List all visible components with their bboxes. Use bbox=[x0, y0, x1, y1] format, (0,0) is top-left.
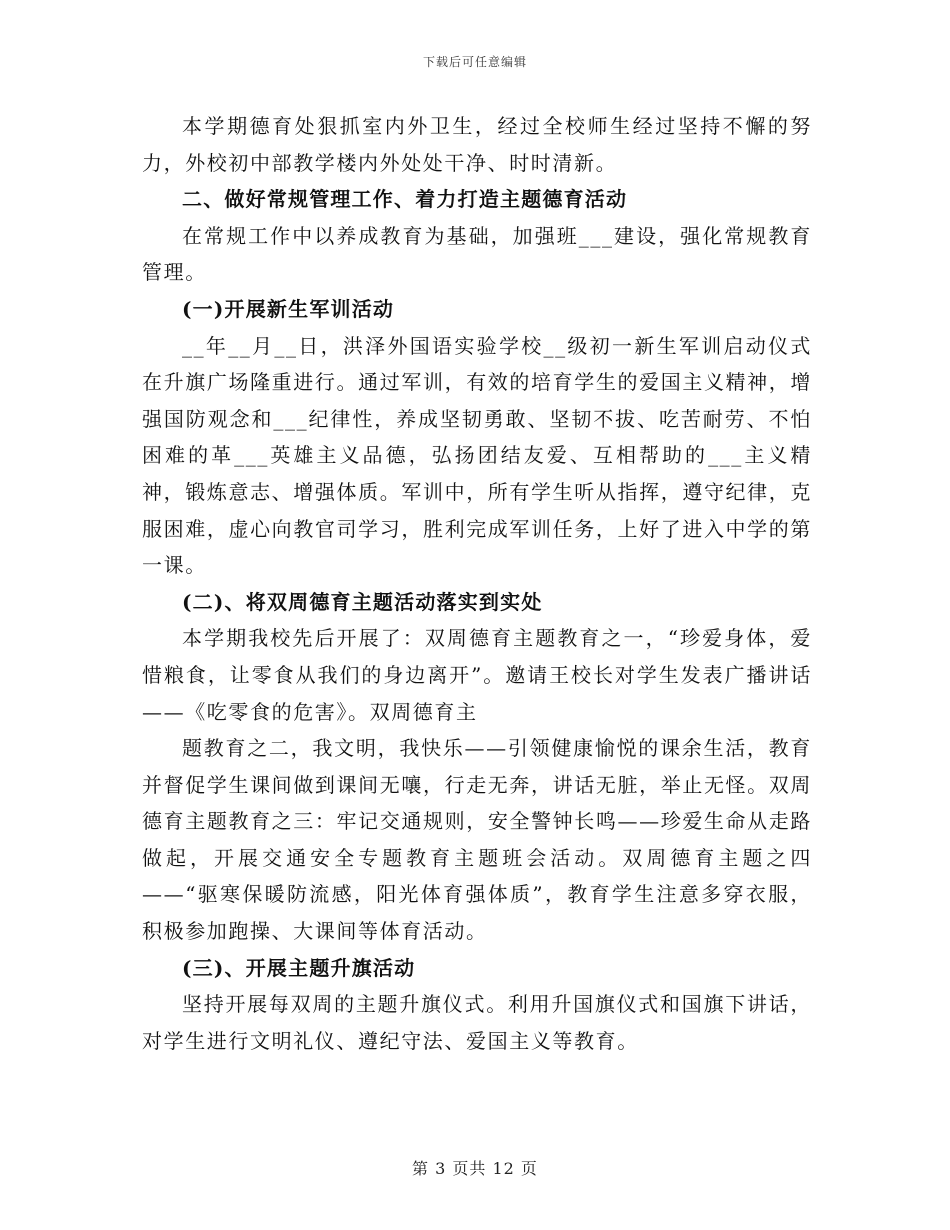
document-body bbox=[142, 108, 812, 1059]
paragraph-hygiene: 本学期德育处狠抓室内外卫生，经过全校师生经过坚持不懈的努力，外校初中部教学楼内外处处干净、时时清新。 bbox=[142, 114, 812, 175]
subheading-biweekly-themes: (二)、将双周德育主题活动落实到实处 bbox=[182, 589, 543, 614]
page-footer-page-number: 第 3 页共 12 页 bbox=[412, 1159, 538, 1178]
section-heading-routine-management: 二、做好常规管理工作、着力打造主题德育活动 bbox=[182, 187, 628, 212]
paragraph-biweekly-theme-one: 本学期我校先后开展了：双周德育主题教育之一，“珍爱身体，爱惜粮食，让零食从我们的身边离开”。邀请王校长对学生发表广播讲话——《吃零食的危害》。双周德育主 bbox=[142, 626, 812, 724]
paragraph-military-training: __年__月__日，洪泽外国语实验学校__级初一新生军训启动仪式在升旗广场隆重进行。通过军训，有效的培育学生的爱国主义精神，增强国防观念和___纪律性，养成坚韧勇敢、坚韧不拔、吃苦耐劳、不怕困难的革___英雄主义品德，弘扬团结友爱、互相帮助的___主义精神，锻炼意志、增强体质。军训中，所有学生听从指挥，遵守纪律，克服困难，虚心向教官司学习，胜利完成军训任务，上好了进入中学的第一课。 bbox=[142, 333, 812, 578]
subheading-military-training: (一)开展新生军训活动 bbox=[182, 296, 395, 321]
paragraph-routine-work: 在常规工作中以养成教育为基础，加强班___建设，强化常规教育管理。 bbox=[142, 223, 812, 285]
page-header: 下载后可任意编辑 bbox=[422, 55, 527, 69]
subheading-flag-raising: (三)、开展主题升旗活动 bbox=[182, 955, 416, 980]
paragraph-flag-raising: 坚持开展每双周的主题升旗仪式。利用升国旗仪式和国旗下讲话，对学生进行文明礼仪、遵纪守法、爱国主义等教育。 bbox=[142, 992, 812, 1053]
paragraph-biweekly-theme-two-to-four: 题教育之二，我文明，我快乐——引领健康愉悦的课余生活，教育并督促学生课间做到课间无嚷，行走无奔，讲话无脏，举止无怪。双周德育主题教育之三：牢记交通规则，安全警钟长鸣——珍爱生命从走路做起，开展交通安全专题教育主题班会活动。双周德育主题之四——“驱寒保暖防流感，阳光体育强体质”，教育学生注意多穿衣服，积极参加跑操、大课间等体育活动。 bbox=[142, 736, 812, 944]
